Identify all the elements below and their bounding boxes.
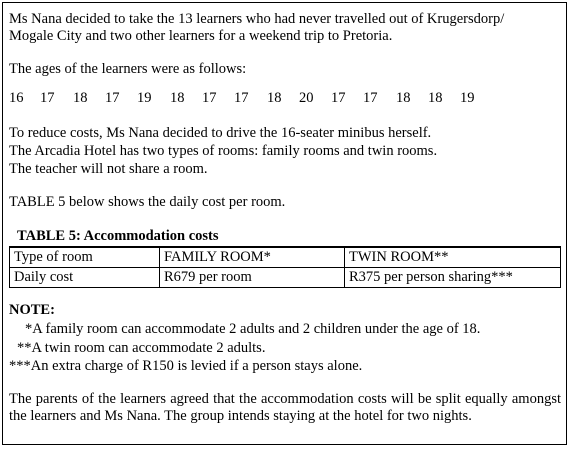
note-item: *A family room can accommodate 2 adults and 2 children under the age of 18. [25, 321, 481, 337]
note-item: ***An extra charge of R150 is levied if a person stays alone. [9, 358, 363, 374]
ages-list [9, 90, 479, 107]
age-value: 17 [40, 90, 55, 106]
table-caption: TABLE 5: Accommodation costs [17, 228, 219, 244]
intro-line-1: Ms Nana decided to take the 13 learners who had never travelled out of Krugersdorp/ [9, 11, 505, 27]
age-value: 19 [460, 90, 475, 106]
ages-intro: The ages of the learners were as follows: [9, 61, 247, 77]
note-title: NOTE: [9, 302, 55, 318]
table-cell: R375 per person sharing*** [345, 268, 561, 288]
age-value: 16 [9, 90, 24, 106]
age-value: 18 [170, 90, 185, 106]
closing-paragraph: The parents of the learners agreed that the accommodation costs will be split equally amongst the learners and Ms Nana. The group intends staying at the hotel for two nights. [9, 391, 561, 424]
header-cell: TWIN ROOM** [345, 247, 561, 268]
table-cell: Daily cost [10, 268, 160, 288]
costs-line-2: The Arcadia Hotel has two types of rooms: family rooms and twin rooms. [9, 143, 438, 159]
age-value: 20 [299, 90, 314, 106]
age-value: 17 [331, 90, 346, 106]
age-value: 18 [73, 90, 88, 106]
age-value: 17 [234, 90, 249, 106]
age-value: 17 [105, 90, 120, 106]
intro-line-2: Mogale City and two other learners for a weekend trip to Pretoria. [9, 28, 393, 44]
accommodation-cost-table [9, 246, 561, 288]
age-value: 18 [396, 90, 411, 106]
note-item: **A twin room can accommodate 2 adults. [17, 340, 266, 356]
table-cell: R679 per room [160, 268, 345, 288]
costs-line-3: The teacher will not share a room. [9, 161, 208, 177]
costs-line-1: To reduce costs, Ms Nana decided to drive the 16-seater minibus herself. [9, 125, 432, 141]
age-value: 17 [363, 90, 378, 106]
age-value: 19 [137, 90, 152, 106]
table-row [10, 268, 561, 288]
header-cell: Type of room [10, 247, 160, 268]
age-value: 18 [428, 90, 443, 106]
header-cell: FAMILY ROOM* [160, 247, 345, 268]
age-value: 17 [202, 90, 217, 106]
table-header-row [10, 247, 561, 268]
table-intro: TABLE 5 below shows the daily cost per room. [9, 194, 286, 210]
age-value: 18 [267, 90, 282, 106]
